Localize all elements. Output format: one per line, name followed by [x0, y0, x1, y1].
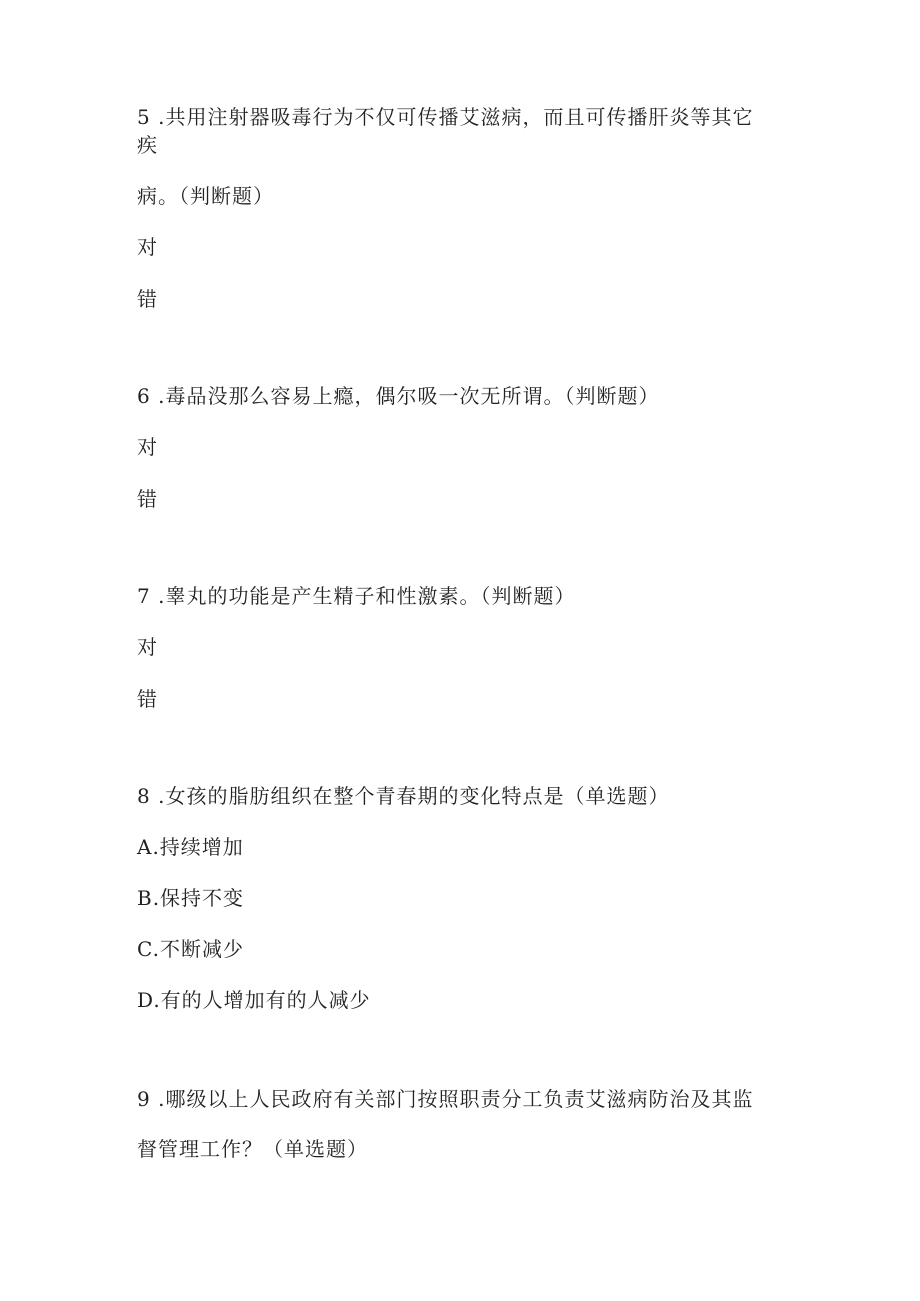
question-5-text-line-2: 疾	[137, 133, 158, 157]
question-8-text: 8 .女孩的脂肪组织在整个青春期的变化特点是（单选题）	[137, 784, 670, 808]
question-7-text: 7 .睾丸的功能是产生精子和性激素。（判断题）	[137, 584, 576, 608]
question-6-option-true: 对	[137, 435, 158, 459]
question-6-option-false: 错	[137, 487, 158, 511]
question-9-text-line-2: 督管理工作？（单选题）	[137, 1137, 368, 1161]
question-8-option-a: A.持续增加	[137, 835, 244, 859]
question-8-option-d: D.有的人增加有的人减少	[137, 988, 371, 1012]
question-5-text-line-1: 5 .共用注射器吸毒行为不仅可传播艾滋病，而且可传播肝炎等其它	[137, 105, 754, 129]
question-9-text-line-1: 9 .哪级以上人民政府有关部门按照职责分工负责艾滋病防治及其监	[137, 1087, 754, 1111]
question-6-text: 6 .毒品没那么容易上瘾，偶尔吸一次无所谓。（判断题）	[137, 384, 660, 408]
question-7-option-false: 错	[137, 687, 158, 711]
question-5-option-true: 对	[137, 235, 158, 259]
question-5-option-false: 错	[137, 287, 158, 311]
question-8-option-b: B.保持不变	[137, 886, 245, 910]
question-7-option-true: 对	[137, 635, 158, 659]
question-8-option-c: C.不断减少	[137, 937, 244, 961]
question-5-text-line-3: 病。（判断题）	[137, 184, 274, 208]
